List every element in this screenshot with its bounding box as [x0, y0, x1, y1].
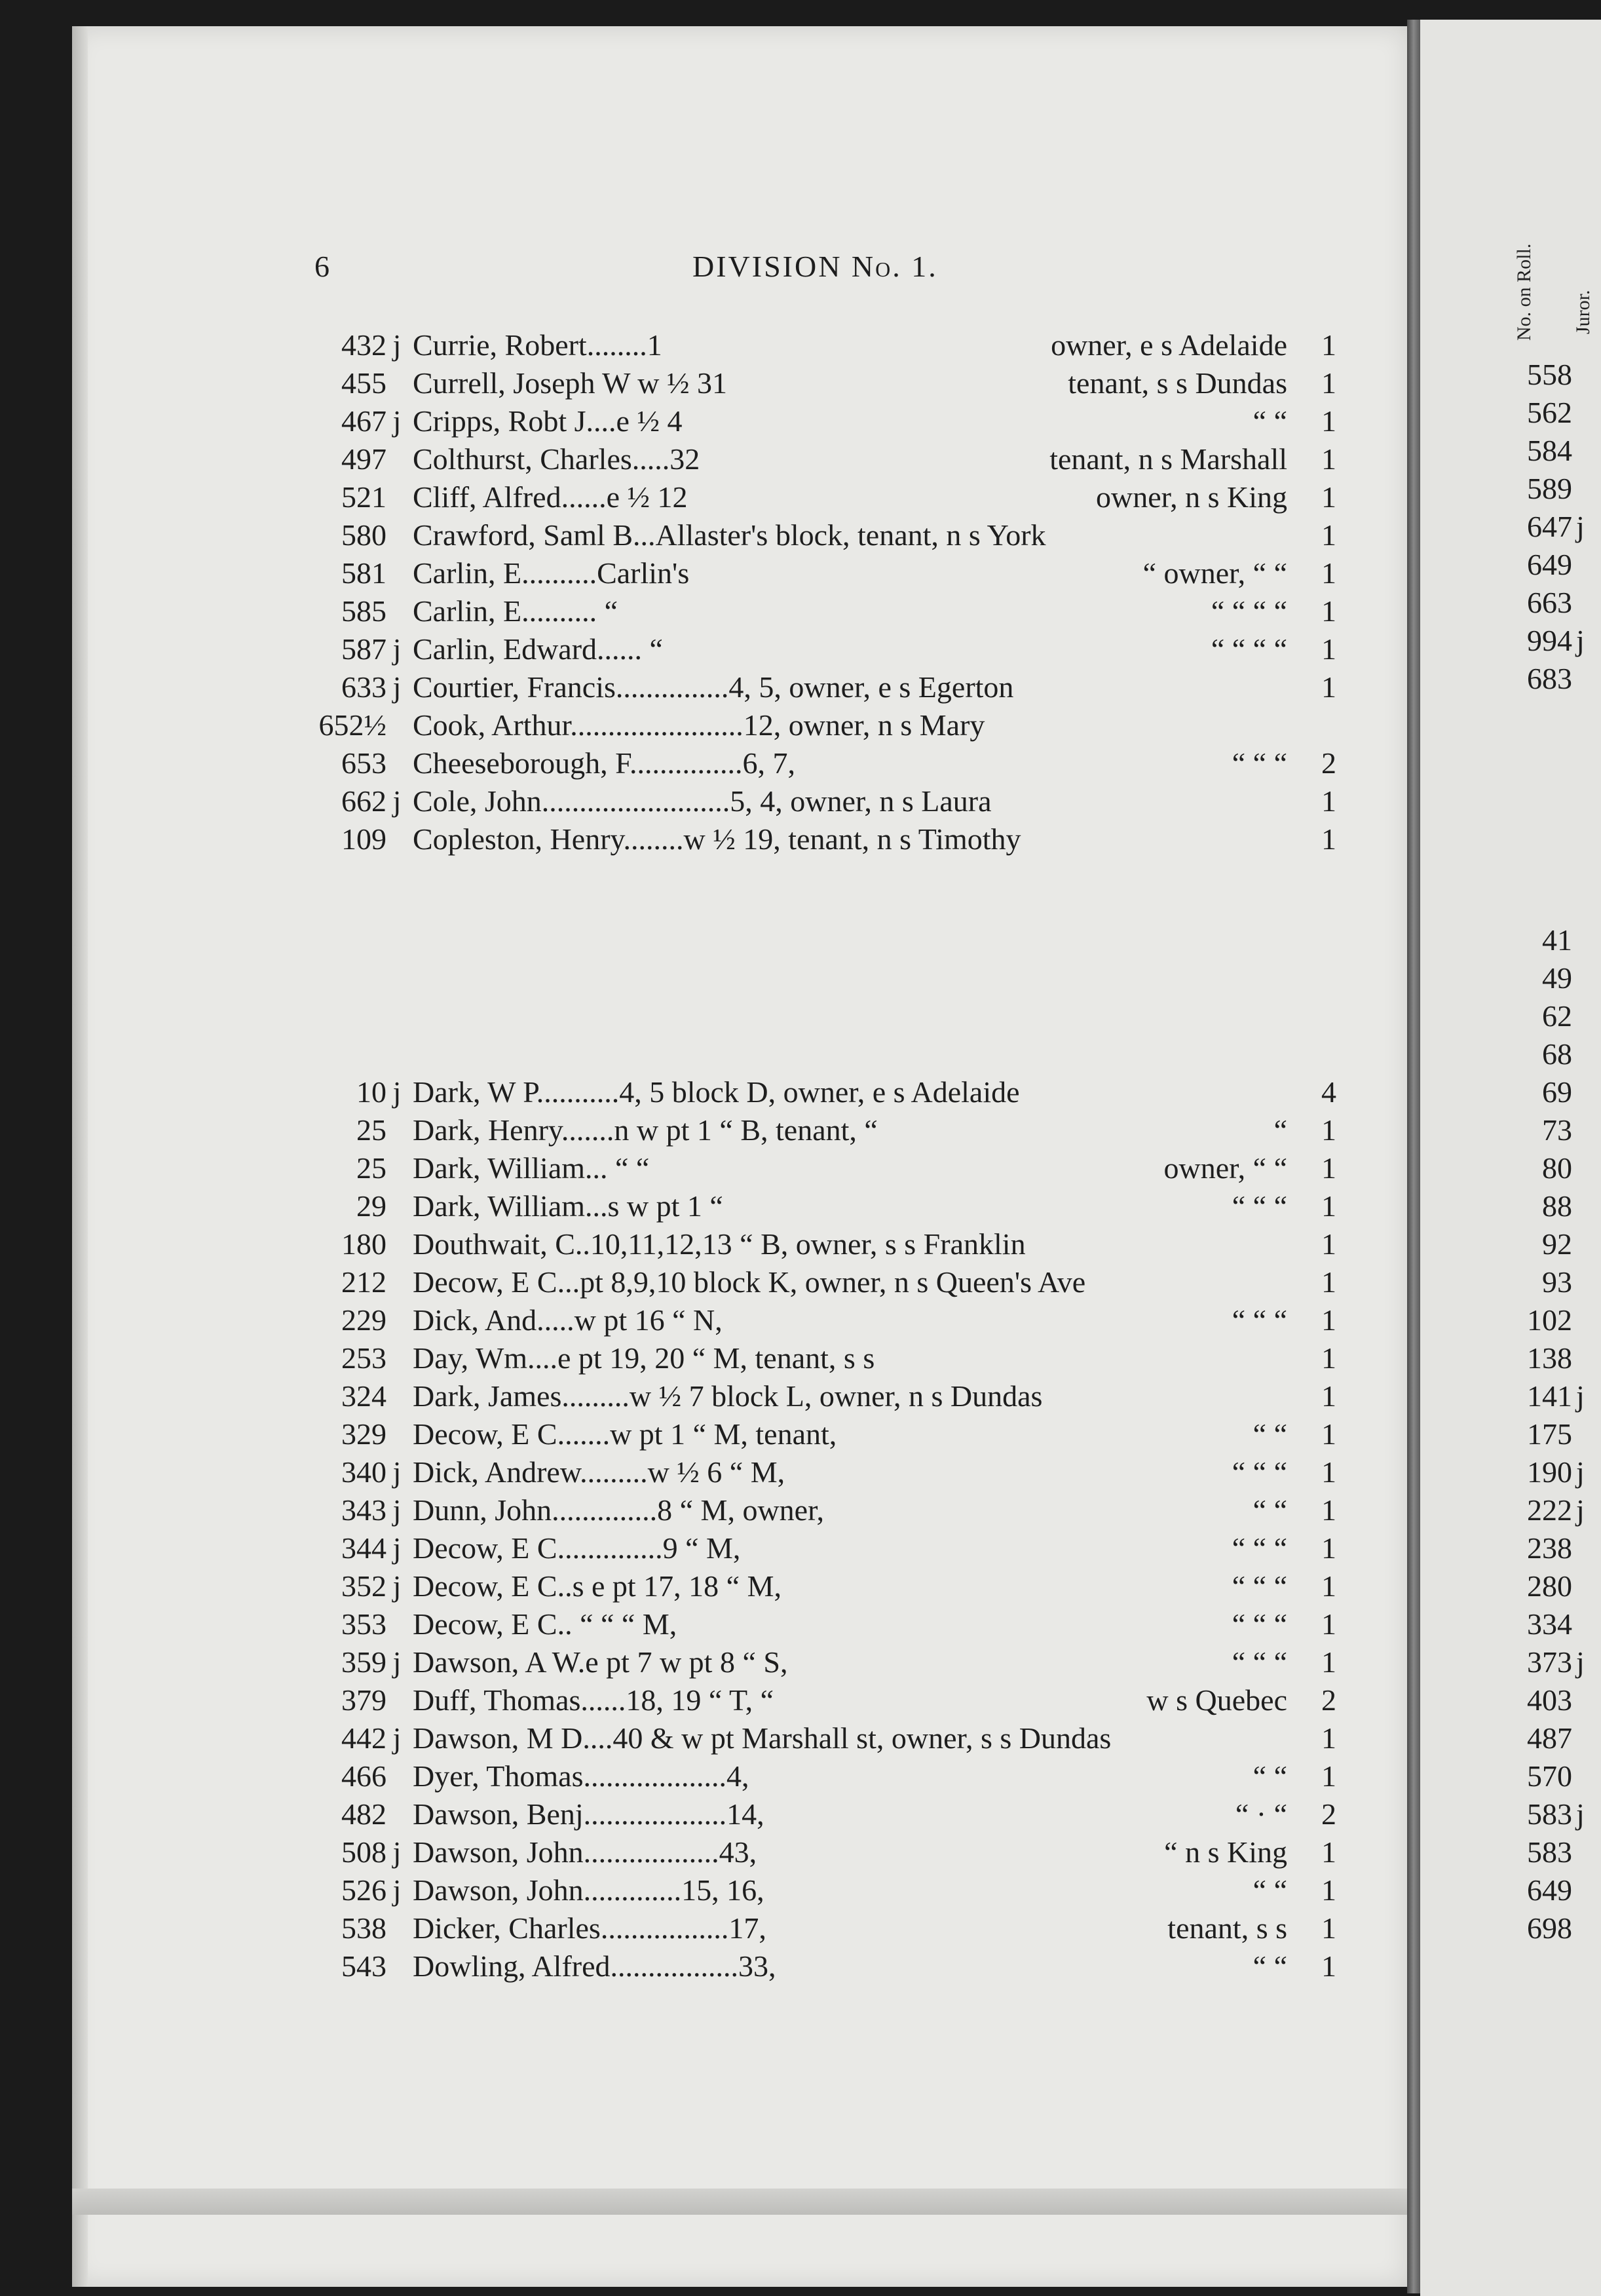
list-item	[1507, 1037, 1601, 1075]
entry-detail: “ “ “	[1232, 1303, 1287, 1337]
juror-flag: j	[392, 1569, 402, 1603]
list-item	[314, 708, 1336, 746]
roll-number: 92	[1542, 1227, 1572, 1261]
entry-name: Carlin, Edward...... “	[413, 632, 663, 666]
juror-flag: j	[392, 1835, 402, 1869]
list-item	[314, 1075, 1336, 1113]
entry-name: Copleston, Henry........w ½ 19, tenant, n s Timothy	[413, 822, 1021, 856]
roll-number: 344	[341, 1531, 386, 1565]
entry-count: 1	[1321, 1873, 1336, 1907]
list-item	[314, 1455, 1336, 1493]
list-item	[1507, 1645, 1601, 1683]
roll-number: 41	[1542, 923, 1572, 957]
list-item	[1507, 1607, 1601, 1645]
juror-flag: j	[392, 632, 402, 666]
entry-count: 1	[1321, 1341, 1336, 1375]
entry-name: Cole, John.........................5, 4, owner, n s Laura	[413, 784, 992, 818]
roll-number: 432	[341, 328, 386, 362]
roll-number: 352	[341, 1569, 386, 1603]
list-item	[1507, 1911, 1601, 1949]
list-item	[314, 1303, 1336, 1341]
entry-count: 1	[1321, 1379, 1336, 1413]
list-item	[314, 1379, 1336, 1417]
entry-count: 2	[1321, 746, 1336, 780]
roll-number: 25	[356, 1113, 386, 1147]
juror-flag: j	[392, 1645, 402, 1679]
list-item	[314, 746, 1336, 784]
entry-detail: “ “ “	[1232, 746, 1287, 780]
list-item	[314, 442, 1336, 480]
roll-number: 683	[1527, 662, 1572, 695]
list-item	[314, 1569, 1336, 1607]
entry-detail: “ “	[1253, 1493, 1287, 1527]
entry-count: 1	[1321, 328, 1336, 362]
roll-number: 229	[341, 1303, 386, 1337]
roll-number: 62	[1542, 999, 1572, 1033]
list-item	[314, 1151, 1336, 1189]
list-item	[314, 1873, 1336, 1911]
column-header-roll: No. on Roll.	[1513, 243, 1535, 341]
entry-count: 1	[1321, 1265, 1336, 1299]
list-item	[314, 1113, 1336, 1151]
roll-number: 482	[341, 1797, 386, 1831]
roll-number: 29	[356, 1189, 386, 1223]
juror-flag: j	[1576, 1379, 1585, 1413]
roll-number: 109	[341, 822, 386, 856]
entry-name: Dawson, M D....40 & w pt Marshall st, owner, s s Dundas	[413, 1721, 1112, 1755]
entry-count: 1	[1321, 518, 1336, 552]
entry-detail: “ n s King	[1164, 1835, 1287, 1869]
list-item	[1507, 1075, 1601, 1113]
roll-number: 25	[356, 1151, 386, 1185]
roll-number: 73	[1542, 1113, 1572, 1147]
entry-name: Decow, E C..............9 “ M,	[413, 1531, 741, 1565]
entry-detail: “ “ “	[1232, 1607, 1287, 1641]
roll-number: 583	[1527, 1797, 1572, 1831]
entry-count: 1	[1321, 1455, 1336, 1489]
list-item	[314, 480, 1336, 518]
list-item	[314, 822, 1336, 860]
entry-count: 1	[1321, 784, 1336, 818]
roll-number: 68	[1542, 1037, 1572, 1071]
entry-count: 1	[1321, 1645, 1336, 1679]
roll-number: 558	[1527, 358, 1572, 391]
roll-number: 80	[1542, 1151, 1572, 1185]
roll-number: 455	[341, 366, 386, 400]
roll-number: 138	[1527, 1341, 1572, 1375]
roll-number: 487	[1527, 1721, 1572, 1755]
entry-detail: “ “ “	[1232, 1455, 1287, 1489]
column-header-juror: Juror.	[1572, 290, 1594, 334]
juror-flag: j	[1576, 624, 1585, 657]
roll-number: 570	[1527, 1759, 1572, 1793]
roll-number: 379	[341, 1683, 386, 1717]
entry-name: Dawson, A W.e pt 7 w pt 8 “ S,	[413, 1645, 788, 1679]
list-item	[314, 1341, 1336, 1379]
list-item	[314, 1493, 1336, 1531]
roll-number: 238	[1527, 1531, 1572, 1565]
juror-flag: j	[392, 1455, 402, 1489]
entry-detail: “	[1273, 1113, 1287, 1147]
entry-detail: tenant, s s Dundas	[1068, 366, 1287, 400]
roll-number: 49	[1542, 961, 1572, 995]
entry-count: 2	[1321, 1683, 1336, 1717]
juror-flag: j	[1576, 510, 1585, 543]
roll-number: 212	[341, 1265, 386, 1299]
roll-number: 329	[341, 1417, 386, 1451]
roll-number: 334	[1527, 1607, 1572, 1641]
list-item	[314, 1835, 1336, 1873]
list-item	[1507, 471, 1601, 509]
list-item	[314, 366, 1336, 404]
entry-detail: “ “	[1253, 404, 1287, 438]
list-item	[314, 404, 1336, 442]
list-item	[1507, 509, 1601, 547]
entry-name: Dowling, Alfred.................33,	[413, 1949, 776, 1983]
list-item	[1507, 1265, 1601, 1303]
entry-name: Dick, Andrew.........w ½ 6 “ M,	[413, 1455, 785, 1489]
entry-detail: tenant, n s Marshall	[1049, 442, 1287, 476]
entry-detail: “ “	[1253, 1417, 1287, 1451]
roll-number: 508	[341, 1835, 386, 1869]
entry-name: Dawson, John.............15, 16,	[413, 1873, 764, 1907]
entry-name: Currell, Joseph W w ½ 31	[413, 366, 727, 400]
entry-count: 1	[1321, 1227, 1336, 1261]
juror-flag: j	[1576, 1493, 1585, 1527]
roll-number: 584	[1527, 434, 1572, 467]
entry-count: 1	[1321, 1759, 1336, 1793]
list-item	[314, 1797, 1336, 1835]
entry-name: Carlin, E.......... “	[413, 594, 618, 628]
entry-count: 1	[1321, 480, 1336, 514]
list-item	[314, 632, 1336, 670]
entry-detail: “ “ “ “	[1211, 594, 1287, 628]
roll-number: 324	[341, 1379, 386, 1413]
entry-count: 1	[1321, 1417, 1336, 1451]
entry-count: 1	[1321, 1607, 1336, 1641]
book-gutter	[1407, 20, 1420, 2293]
entry-count: 1	[1321, 1151, 1336, 1185]
juror-flag: j	[392, 1531, 402, 1565]
entry-name: Colthurst, Charles.....32	[413, 442, 700, 476]
entry-detail: “ “	[1253, 1949, 1287, 1983]
entry-count: 1	[1321, 670, 1336, 704]
list-item	[1507, 1303, 1601, 1341]
entry-detail: “ “ “	[1232, 1189, 1287, 1223]
entry-count: 1	[1321, 442, 1336, 476]
entry-name: Dyer, Thomas...................4,	[413, 1759, 749, 1793]
roll-number: 543	[341, 1949, 386, 1983]
list-item	[314, 594, 1336, 632]
entry-detail: “ · “	[1235, 1797, 1287, 1831]
entry-count: 2	[1321, 1797, 1336, 1831]
roll-number: 373	[1527, 1645, 1572, 1679]
roll-number: 253	[341, 1341, 386, 1375]
juror-flag: j	[392, 404, 402, 438]
roll-number: 587	[341, 632, 386, 666]
roll-number: 442	[341, 1721, 386, 1755]
entry-count: 1	[1321, 1569, 1336, 1603]
entry-name: Decow, E C...pt 8,9,10 block K, owner, n s Queen's Ave	[413, 1265, 1086, 1299]
entry-detail: “ “ “ “	[1211, 632, 1287, 666]
entry-name: Cook, Arthur.......................12, owner, n s Mary	[413, 708, 985, 742]
entry-count: 1	[1321, 1113, 1336, 1147]
entry-count: 1	[1321, 404, 1336, 438]
page-edge-bottom	[72, 2189, 1408, 2215]
entry-name: Day, Wm....e pt 19, 20 “ M, tenant, s s	[413, 1341, 875, 1375]
roll-number: 663	[1527, 586, 1572, 619]
roll-number: 93	[1542, 1265, 1572, 1299]
roll-number: 538	[341, 1911, 386, 1945]
roll-number: 340	[341, 1455, 386, 1489]
list-item	[1507, 1835, 1601, 1873]
list-item	[1507, 433, 1601, 471]
juror-flag: j	[392, 1873, 402, 1907]
entry-detail: “ “ “	[1232, 1645, 1287, 1679]
list-item	[314, 1683, 1336, 1721]
list-item	[1507, 1417, 1601, 1455]
roll-number: 647	[1527, 510, 1572, 543]
entry-count: 1	[1321, 1721, 1336, 1755]
entry-name: Dick, And.....w pt 16 “ N,	[413, 1303, 723, 1337]
list-item	[1507, 1341, 1601, 1379]
list-item	[314, 1417, 1336, 1455]
roll-number: 280	[1527, 1569, 1572, 1603]
list-item	[314, 1531, 1336, 1569]
roll-number: 662	[341, 784, 386, 818]
roll-number: 403	[1527, 1683, 1572, 1717]
roll-number: 353	[341, 1607, 386, 1641]
roll-number: 562	[1527, 396, 1572, 429]
entry-detail: owner, “ “	[1163, 1151, 1287, 1185]
list-item	[314, 1607, 1336, 1645]
entry-name: Dark, William...s w pt 1 “	[413, 1189, 723, 1223]
list-item	[1507, 395, 1601, 433]
entry-detail: owner, n s King	[1095, 480, 1287, 514]
list-item	[1507, 547, 1601, 585]
list-item	[1507, 1189, 1601, 1227]
entry-name: Dicker, Charles.................17,	[413, 1911, 766, 1945]
list-item	[314, 1645, 1336, 1683]
entry-count: 1	[1321, 1531, 1336, 1565]
entry-name: Decow, E C.. “ “ “ M,	[413, 1607, 677, 1641]
juror-flag: j	[1576, 1455, 1585, 1489]
juror-flag: j	[1576, 1797, 1585, 1831]
entry-name: Decow, E C..s e pt 17, 18 “ M,	[413, 1569, 782, 1603]
list-item	[314, 1759, 1336, 1797]
list-item	[314, 1949, 1336, 1987]
roll-number: 359	[341, 1645, 386, 1679]
list-item	[1507, 961, 1601, 999]
roll-number: 649	[1527, 548, 1572, 581]
entry-count: 1	[1321, 1911, 1336, 1945]
roll-number: 141	[1527, 1379, 1572, 1413]
roll-number: 180	[341, 1227, 386, 1261]
entry-name: Decow, E C.......w pt 1 “ M, tenant,	[413, 1417, 837, 1451]
list-item	[1507, 923, 1601, 961]
entry-count: 1	[1321, 822, 1336, 856]
roll-number: 102	[1527, 1303, 1572, 1337]
entry-name: Douthwait, C..10,11,12,13 “ B, owner, s s Franklin	[413, 1227, 1026, 1261]
roll-number: 589	[1527, 472, 1572, 505]
list-item	[314, 1721, 1336, 1759]
list-item	[1507, 1493, 1601, 1531]
page-header	[314, 249, 1336, 288]
roll-number: 466	[341, 1759, 386, 1793]
roll-number: 585	[341, 594, 386, 628]
juror-flag: j	[392, 784, 402, 818]
roll-number: 583	[1527, 1835, 1572, 1869]
list-item	[314, 1265, 1336, 1303]
entry-name: Dark, Henry.......n w pt 1 “ B, tenant, “	[413, 1113, 878, 1147]
entry-name: Cheeseborough, F...............6, 7,	[413, 746, 796, 780]
entry-detail: “ “	[1253, 1873, 1287, 1907]
list-item	[314, 1911, 1336, 1949]
roll-number: 190	[1527, 1455, 1572, 1489]
roll-number: 994	[1527, 624, 1572, 657]
list-item	[314, 328, 1336, 366]
entry-detail: owner, e s Adelaide	[1051, 328, 1287, 362]
juror-flag: j	[392, 670, 402, 704]
entry-name: Dark, W P...........4, 5 block D, owner, e s Adelaide	[413, 1075, 1020, 1109]
list-item	[1507, 1683, 1601, 1721]
roll-number: 222	[1527, 1493, 1572, 1527]
entry-name: Dark, William... “ “	[413, 1151, 650, 1185]
juror-flag: j	[392, 1493, 402, 1527]
list-item	[1507, 1759, 1601, 1797]
juror-flag: j	[392, 328, 402, 362]
roll-number: 633	[341, 670, 386, 704]
juror-flag: j	[1576, 1645, 1585, 1679]
roll-number: 526	[341, 1873, 386, 1907]
entry-detail: “ “	[1253, 1759, 1287, 1793]
roll-number: 580	[341, 518, 386, 552]
entry-count: 1	[1321, 1493, 1336, 1527]
entry-detail: “ “ “	[1232, 1569, 1287, 1603]
list-item	[1507, 1113, 1601, 1151]
list-item	[1507, 1455, 1601, 1493]
list-item	[314, 784, 1336, 822]
list-item	[1507, 585, 1601, 623]
entry-name: Cripps, Robt J....e ½ 4	[413, 404, 683, 438]
roll-number: 581	[341, 556, 386, 590]
entry-name: Dunn, John..............8 “ M, owner,	[413, 1493, 825, 1527]
entry-count: 1	[1321, 1303, 1336, 1337]
list-item	[1507, 1531, 1601, 1569]
roll-number: 521	[341, 480, 386, 514]
list-item	[314, 1227, 1336, 1265]
roll-number: 649	[1527, 1873, 1572, 1907]
entry-name: Duff, Thomas......18, 19 “ T, “	[413, 1683, 774, 1717]
roll-number: 69	[1542, 1075, 1572, 1109]
entry-name: Crawford, Saml B...Allaster's block, tenant, n s York	[413, 518, 1046, 552]
list-item	[1507, 623, 1601, 661]
entry-count: 1	[1321, 366, 1336, 400]
entry-name: Currie, Robert........1	[413, 328, 662, 362]
entry-count: 1	[1321, 1189, 1336, 1223]
list-item	[314, 556, 1336, 594]
list-item	[1507, 1151, 1601, 1189]
roll-number: 653	[341, 746, 386, 780]
roll-number: 88	[1542, 1189, 1572, 1223]
roll-number: 467	[341, 404, 386, 438]
list-item	[1507, 1873, 1601, 1911]
list-item	[1507, 1227, 1601, 1265]
list-item	[314, 1189, 1336, 1227]
entry-count: 1	[1321, 556, 1336, 590]
entry-count: 1	[1321, 632, 1336, 666]
entry-count: 1	[1321, 594, 1336, 628]
page-edge-left	[72, 26, 88, 2287]
roll-number: 652½	[318, 708, 386, 742]
list-item	[314, 670, 1336, 708]
entry-name: Dark, James.........w ½ 7 block L, owner, n s Dundas	[413, 1379, 1043, 1413]
roll-number: 343	[341, 1493, 386, 1527]
juror-flag: j	[392, 1721, 402, 1755]
entry-name: Dawson, John..................43,	[413, 1835, 757, 1869]
entry-detail: tenant, s s	[1167, 1911, 1287, 1945]
list-item	[1507, 1797, 1601, 1835]
entry-name: Cliff, Alfred......e ½ 12	[413, 480, 688, 514]
list-item	[1507, 1379, 1601, 1417]
list-item	[1507, 357, 1601, 395]
page-number: 6	[314, 250, 330, 283]
entry-name: Carlin, E..........Carlin's	[413, 556, 690, 590]
roll-number: 175	[1527, 1417, 1572, 1451]
entry-name: Courtier, Francis...............4, 5, owner, e s Egerton	[413, 670, 1014, 704]
roll-number: 497	[341, 442, 386, 476]
entry-count: 1	[1321, 1835, 1336, 1869]
entry-detail: “ “ “	[1232, 1531, 1287, 1565]
list-item	[1507, 1569, 1601, 1607]
roll-number: 10	[356, 1075, 386, 1109]
list-item	[1507, 661, 1601, 699]
list-item	[1507, 1721, 1601, 1759]
entry-count: 1	[1321, 1949, 1336, 1983]
list-item	[1507, 999, 1601, 1037]
roll-number: 698	[1527, 1911, 1572, 1945]
entry-count: 4	[1321, 1075, 1336, 1109]
entry-detail: w s Quebec	[1146, 1683, 1287, 1717]
list-item	[314, 518, 1336, 556]
entry-detail: “ owner, “ “	[1142, 556, 1287, 590]
juror-flag: j	[392, 1075, 402, 1109]
entry-name: Dawson, Benj...................14,	[413, 1797, 764, 1831]
page-title: DIVISION No. 1.	[692, 250, 938, 283]
